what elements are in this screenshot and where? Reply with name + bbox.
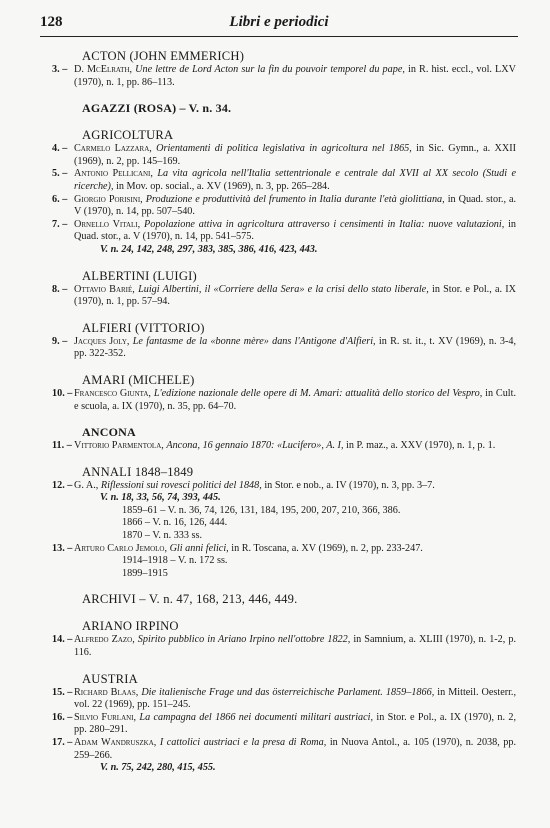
entry-author: Carmelo Lazzara,: [74, 143, 152, 155]
entry-title: La campagna del 1866 nei documenti militari austriaci,: [139, 711, 374, 723]
entry-source: in Sic. Gymn., a. XXII (1969), n. 2, pp. 145–169.: [74, 143, 516, 167]
entry-4: [52, 143, 516, 168]
entry-source: in R. st. it., t. XV (1969), n. 3-4, pp. 322-352.: [74, 335, 516, 360]
entry-source: in R. hist. eccl., vol. LXV (1970), n. 1, pp. 86–113.: [74, 64, 516, 88]
entry-title: Une lettre de Lord Acton sur la fin du pouvoir temporel du pape,: [135, 64, 405, 75]
entry-10: [52, 387, 517, 413]
entry-author: Alfredo Zazo,: [74, 634, 135, 646]
entry-number: 16. –: [52, 711, 73, 723]
entry-11: [52, 440, 516, 453]
entry-3: [52, 64, 516, 89]
entry-author: Ornello Vitali,: [74, 218, 141, 230]
entry-title: Ancona, 16 gennaio 1870: «Lucifero», A. I,: [166, 440, 344, 452]
entry-12: [52, 479, 516, 493]
sub-reference: 1899–1915: [122, 567, 168, 579]
entry-author: D. McElrath,: [74, 64, 133, 75]
entry-title: Riflessioni sui rovesci politici del 1848,: [100, 479, 262, 491]
entry-source: in Mitteil. Oesterr., vol. 22 (1969), pp. 151–245.: [74, 686, 517, 711]
entry-author: Giorgio Porisini,: [74, 193, 143, 205]
entry-number: 7. –: [52, 218, 68, 230]
section-heading-archivi: ARCHIVI – V. n. 47, 168, 213, 446, 449.: [82, 592, 298, 607]
entry-title: Orientamenti di politica legislativa in agricoltura nel 1865,: [156, 143, 412, 155]
entry-number: 17. –: [52, 737, 73, 748]
entry-number: 5. –: [52, 168, 68, 180]
sub-reference: 1870 – V. n. 333 ss.: [122, 530, 203, 542]
see-also-reference: V. n. 18, 33, 56, 74, 393, 445.: [100, 492, 221, 504]
entry-number: 6. –: [52, 193, 68, 205]
entry-source: in Stor. e nob., a. IV (1970), n. 3, pp. 3–7.: [264, 479, 435, 491]
page-header: [40, 12, 518, 37]
entry-author: Francesco Giunta,: [74, 387, 151, 399]
entry-title: Luigi Albertini, il «Corriere della Sera» e la crisi dello stato liberale,: [138, 283, 429, 295]
entry-15: [52, 686, 517, 712]
running-title: Libri e periodici: [229, 14, 329, 30]
entry-title: Gli anni felici,: [169, 542, 229, 554]
entry-title: La vita agricola nell'Italia settentrionale e centrale dal XVII al XX secolo (Studi e ricerche),: [74, 168, 516, 192]
entry-number: 8. –: [52, 283, 68, 295]
entry-source: in Samnium, a. XLIII (1970), n. 1-2, p. 116.: [74, 634, 516, 659]
section-heading-annali: ANNALI 1848–1849: [82, 464, 194, 479]
entry-author: G. A.,: [74, 479, 99, 491]
see-also-reference: V. n. 24, 142, 248, 297, 383, 385, 386, 416, 423, 443.: [100, 243, 318, 255]
entry-number: 10. –: [52, 387, 73, 399]
entry-title: Popolazione attiva in agricoltura attraverso i censimenti in Italia: nuove valutazioni,: [144, 218, 505, 230]
entry-number: 4. –: [52, 143, 68, 155]
entry-title: Produzione e produttività del frumento in Italia durante l'età giolittiana,: [145, 193, 445, 205]
entry-8: [52, 283, 517, 309]
entry-source: in Stor. e Pol., a. IX (1970), n. 2, pp. 280–291.: [74, 711, 517, 736]
entry-source: in Mov. op. social., a. XV (1969), n. 3, pp. 265–284.: [116, 180, 330, 192]
entry-7: [52, 218, 517, 244]
section-heading-agricoltura: AGRICOLTURA: [82, 128, 174, 143]
entry-6: [52, 193, 517, 219]
entry-title: L'edizione nazionale delle opere di M. Amari: attualità dello storico del Vespro,: [153, 387, 483, 399]
sub-reference: 1859–61 – V. n. 36, 74, 126, 131, 184, 195, 200, 207, 210, 366, 386.: [122, 504, 401, 516]
entry-number: 11. –: [52, 440, 72, 452]
section-heading-albertini: ALBERTINI (LUIGI): [82, 268, 197, 283]
section-heading-acton: ACTON (JOHN EMMERICH): [82, 49, 245, 63]
section-heading-amari: AMARI (MICHELE): [82, 372, 195, 387]
entry-17: [52, 737, 517, 762]
sub-reference: 1914–1918 – V. n. 172 ss.: [122, 555, 228, 567]
entry-number: 13. –: [52, 542, 73, 554]
page-number: 128: [40, 14, 63, 30]
section-heading-austria: AUSTRIA: [82, 671, 138, 686]
entry-source: in Quad. stor., a. V (1970), n. 14, pp. 507–540.: [74, 193, 517, 218]
entry-source: in Quad. stor., a. V (1970), n. 14, pp. 541–575.: [74, 218, 517, 243]
entry-title: I cattolici austriaci e la presa di Roma,: [159, 737, 327, 748]
entry-author: Arturo Carlo Jemolo,: [74, 542, 168, 554]
entry-author: Richard Blaas,: [74, 686, 139, 698]
entry-source: in Cult. e scuola, a. IX (1970), n. 35, pp. 64–70.: [74, 387, 517, 412]
entry-author: Adam Wandruszka,: [74, 737, 157, 748]
entry-source: in Nuova Antol., a. 105 (1970), n. 2038, pp. 259–266.: [74, 737, 517, 761]
bibliography-content: [52, 48, 516, 775]
entry-5: [52, 168, 516, 193]
entry-14: [52, 634, 516, 659]
entry-source: in R. Toscana, a. XV (1969), n. 2, pp. 233-247.: [231, 542, 423, 554]
entry-author: Vittorio Parmentola,: [74, 440, 164, 452]
entry-author: Ottavio Barié,: [74, 283, 135, 295]
entry-number: 3. –: [52, 64, 68, 75]
entry-title: Le fantasme de la «bonne mère» dans l'Antigone d'Alfieri,: [132, 335, 376, 347]
entry-title: Spirito pubblico in Ariano Irpino nell'ottobre 1822,: [137, 634, 351, 646]
entry-author: Silvio Furlani,: [74, 711, 137, 723]
entry-9: [52, 335, 516, 361]
entry-source: in P. maz., a. XXV (1970), n. 1, p. 1.: [346, 440, 496, 452]
entry-number: 9. –: [52, 335, 68, 347]
entry-13: [52, 542, 516, 556]
see-also-reference: V. n. 75, 242, 280, 415, 455.: [100, 762, 216, 774]
entry-number: 14. –: [52, 634, 73, 646]
section-heading-agazzi: AGAZZI (ROSA) – V. n. 34.: [82, 101, 232, 116]
sub-reference: 1866 – V. n. 16, 126, 444.: [122, 517, 228, 529]
section-heading-ancona: ANCONA: [82, 425, 136, 440]
section-heading-alfieri: ALFIERI (VITTORIO): [82, 320, 205, 335]
entry-number: 12. –: [52, 479, 73, 491]
entry-title: Die italienische Frage und das österreichische Parlament. 1859–1866,: [141, 686, 435, 698]
entry-source: in Stor. e Pol., a. IX (1970), n. 1, pp. 57–94.: [74, 283, 517, 308]
entry-author: Jacques Joly,: [74, 335, 130, 347]
entry-author: Antonio Pellicani,: [74, 168, 153, 180]
entry-16: [52, 711, 517, 737]
entry-number: 15. –: [52, 686, 73, 698]
section-heading-ariano: ARIANO IRPINO: [82, 619, 179, 634]
